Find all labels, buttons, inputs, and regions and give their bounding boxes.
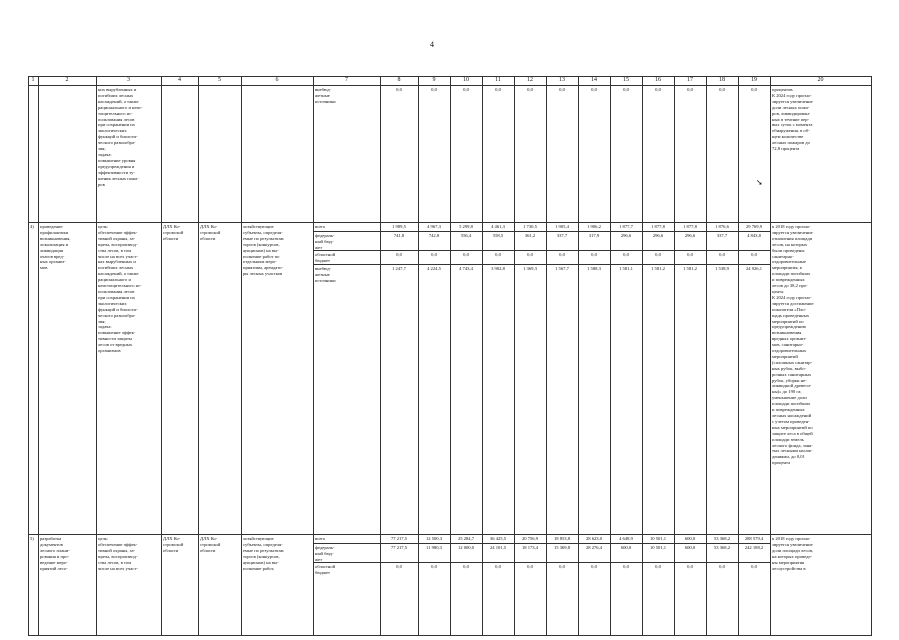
amount-cell: 1 581,2 (651, 266, 665, 271)
amount-cell: 11 980,3 (426, 545, 442, 550)
column-number: 17 (687, 77, 693, 83)
amount-cell: 0,0 (687, 252, 693, 257)
amount-cell: 4 224,5 (427, 266, 441, 271)
amount-cell: 0,0 (396, 564, 402, 569)
amount-cell: 1 538,9 (715, 266, 729, 271)
amount-cell: 1 567,7 (555, 266, 569, 271)
arrow-mark: ➘ (756, 178, 763, 187)
amount-cell: 317,9 (588, 233, 600, 238)
amount-cell: 20 756,9 (521, 536, 539, 541)
amount-cell: 0,0 (719, 87, 725, 92)
amount-cell: 600,0 (620, 545, 632, 550)
amount-cell: 1 906,2 (587, 224, 601, 229)
column-border (578, 76, 579, 636)
source-border (313, 250, 770, 251)
column-number: 6 (275, 77, 279, 83)
row-number: 5) (30, 536, 34, 541)
event-cell (40, 87, 95, 221)
amount-cell: 77 217,5 (390, 536, 408, 541)
source-border (313, 231, 770, 232)
amount-cell: 0,0 (591, 564, 597, 569)
amount-cell: 1 876,6 (715, 224, 729, 229)
amount-cell: 4 843,8 (747, 233, 761, 238)
event-cell: разработка документов лесного плани- рования и про- ведение меро- приятий лесо- (40, 536, 70, 571)
amount-cell: 1 588,3 (587, 266, 601, 271)
amount-cell: 18 173,4 (521, 545, 539, 550)
source-name: областной бюджет (315, 252, 336, 263)
executor-cell: ДЛХ Ко- стромской области (163, 224, 184, 241)
amount-cell: 4 743,4 (459, 266, 473, 271)
column-number: 10 (463, 77, 469, 83)
coexecutor-cell (200, 87, 240, 221)
column-number: 18 (719, 77, 725, 83)
amount-cell: 0,0 (623, 252, 629, 257)
amount-cell: 0,0 (751, 564, 757, 569)
amount-cell: 10 501,1 (649, 545, 667, 550)
amount-cell: 0,0 (431, 564, 437, 569)
column-border (642, 76, 643, 636)
amount-cell: 1 581,1 (619, 266, 633, 271)
amount-cell: 0,0 (396, 87, 402, 92)
amount-cell: 0,0 (591, 87, 597, 92)
page-number: 4 (430, 40, 434, 49)
amount-cell: 296,6 (684, 233, 696, 238)
amount-cell: 0,0 (655, 87, 661, 92)
amount-cell: 337,7 (716, 233, 728, 238)
amount-cell: 0,0 (463, 252, 469, 257)
column-number: 8 (397, 77, 401, 83)
amount-cell: 0,0 (751, 252, 757, 257)
amount-cell: 36 425,5 (489, 536, 507, 541)
amount-cell: 0,0 (527, 87, 533, 92)
amount-cell: 0,0 (687, 87, 693, 92)
amount-cell: 361,2 (524, 233, 536, 238)
amount-cell: 0,0 (591, 252, 597, 257)
column-number: 16 (655, 77, 661, 83)
source-name: всего (315, 224, 326, 229)
amount-cell: 25 284,7 (457, 536, 475, 541)
amount-cell: 0,0 (463, 564, 469, 569)
amount-cell: 0,0 (559, 87, 565, 92)
amount-cell: 0,0 (655, 564, 661, 569)
coexecutor-cell: ДЛХ Ко- стромской области (200, 536, 221, 553)
source-name: федераль- ный бюд- жет (315, 233, 335, 250)
column-number: 12 (527, 77, 533, 83)
column-number: 11 (495, 77, 501, 83)
participants-cell: хозяйствующие субъекты, определя- емые по результатам торгов (конкурсов, аукционов) на вы- полнение работ по отдельным меро- приятиям, арендато- ры лесных участков (243, 224, 284, 277)
amount-cell: 0,0 (559, 252, 565, 257)
row-border (28, 85, 872, 86)
amount-cell: 0,0 (559, 564, 565, 569)
amount-cell: 337,7 (556, 233, 568, 238)
source-name: всего (315, 536, 326, 541)
amount-cell: 1 877,7 (619, 224, 633, 229)
executor-cell: ДЛХ Ко- стромской области (163, 536, 184, 553)
column-border (482, 76, 483, 636)
amount-cell: 1 247,7 (392, 266, 406, 271)
amount-cell: 0,0 (495, 252, 501, 257)
amount-cell: 288 579,4 (744, 536, 764, 541)
amount-cell: 1 989,5 (392, 224, 406, 229)
column-border (610, 76, 611, 636)
amount-cell: 0,0 (687, 564, 693, 569)
amount-cell: 53 368,2 (713, 536, 731, 541)
column-border (28, 76, 29, 636)
column-number: 7 (345, 77, 348, 83)
source-border (313, 562, 770, 563)
amount-cell: 0,0 (431, 87, 437, 92)
column-number: 1 (31, 77, 35, 83)
column-border (380, 76, 381, 636)
column-border (313, 76, 314, 636)
column-border (38, 76, 39, 636)
amount-cell: 15 369,8 (553, 545, 571, 550)
amount-cell: 600,0 (684, 536, 696, 541)
source-border (313, 264, 770, 265)
amount-cell: 29 769,9 (745, 224, 763, 229)
amount-cell: 556,4 (460, 233, 472, 238)
amount-cell: 296,6 (652, 233, 664, 238)
column-number: 14 (591, 77, 597, 83)
source-name: областной бюджет (315, 564, 336, 575)
amount-cell: 0,0 (623, 564, 629, 569)
amount-cell: 18 853,8 (553, 536, 571, 541)
amount-cell: 741,8 (393, 233, 405, 238)
result-cell: к 2018 году прогно- зируется увеличение доли площади лесов, на которых проведе- ны мероприятия лесоустройства в (772, 536, 814, 571)
amount-cell: 1 877,8 (683, 224, 697, 229)
column-number: 9 (432, 77, 436, 83)
column-border (241, 76, 242, 636)
amount-cell: 1 730,5 (523, 224, 537, 229)
amount-cell: 1 877,8 (651, 224, 665, 229)
column-border (674, 76, 675, 636)
amount-cell: 24 926,1 (745, 266, 763, 271)
row-number (30, 87, 37, 221)
column-border (198, 76, 199, 636)
column-border (418, 76, 419, 636)
amount-cell: 558,5 (492, 233, 504, 238)
amount-cell: 296,6 (620, 233, 632, 238)
column-number: 4 (178, 77, 181, 83)
column-border (706, 76, 707, 636)
column-border (161, 76, 162, 636)
amount-cell: 3 902,8 (491, 266, 505, 271)
participants-cell: хозяйствующие субъекты, определя- емые по результатам торгов (конкурсов, аукционов) на вы- полнение работ, (243, 536, 284, 571)
amount-cell: 28 276,4 (585, 545, 603, 550)
amount-cell: 242 188,2 (744, 545, 764, 550)
column-number: 5 (218, 77, 221, 83)
column-border (738, 76, 739, 636)
row-border (28, 534, 872, 535)
column-number: 15 (623, 77, 629, 83)
amount-cell: 4 461,3 (491, 224, 505, 229)
goal-cell: цель: обеспечение эффек- тивной охраны, за- щиты, воспроизвод- ства лесов, в том числе на всех участ- (98, 536, 138, 571)
amount-cell: 1 369,3 (523, 266, 537, 271)
amount-cell: 0,0 (623, 87, 629, 92)
column-number: 3 (127, 77, 130, 83)
row-border (28, 222, 872, 223)
source-name: федераль- ный бюд- жет (315, 545, 335, 562)
amount-cell: 0,0 (463, 87, 469, 92)
column-number: 13 (559, 77, 565, 83)
program-table (28, 76, 872, 636)
column-number: 19 (751, 77, 757, 83)
amount-cell: 5 299,8 (459, 224, 473, 229)
amount-cell: 12 500,3 (425, 536, 443, 541)
column-border (96, 76, 97, 636)
amount-cell: 0,0 (719, 564, 725, 569)
row-number: 4) (30, 224, 34, 229)
column-border (514, 76, 515, 636)
amount-cell: 10 501,1 (649, 536, 667, 541)
column-border (770, 76, 771, 636)
source-name: внебюд- жетные источники (315, 87, 336, 104)
amount-cell: 12 000,0 (457, 545, 475, 550)
amount-cell: 77 217,5 (390, 545, 408, 550)
amount-cell: 0,0 (527, 564, 533, 569)
source-border (313, 543, 770, 544)
amount-cell: 742,8 (428, 233, 440, 238)
amount-cell: 4 648,9 (619, 536, 633, 541)
amount-cell: 24 101,5 (489, 545, 507, 550)
amount-cell: 0,0 (655, 252, 661, 257)
amount-cell: 1 905,4 (555, 224, 569, 229)
amount-cell: 0,0 (495, 87, 501, 92)
goal-cell: ких вырубленных и погибших лесных насаждений, а также рационального и неис- тощительного ис- пользования лесов при сохранении их экологических функций и биологи- ческого разнообра- зия; задача: повышение уровня предупреждения и эффективности ту- шения лесных пожа- ров (98, 87, 143, 187)
column-border (871, 76, 872, 636)
column-number: 2 (65, 77, 69, 83)
participants-cell (243, 87, 312, 221)
amount-cell: 53 368,2 (713, 545, 731, 550)
amount-cell: 600,0 (684, 545, 696, 550)
amount-cell: 1 581,2 (683, 266, 697, 271)
amount-cell: 0,0 (527, 252, 533, 257)
column-border (546, 76, 547, 636)
amount-cell: 4 967,3 (427, 224, 441, 229)
column-border (450, 76, 451, 636)
amount-cell: 0,0 (719, 252, 725, 257)
column-number: 20 (817, 77, 824, 83)
result-cell: процентов. К 2024 году прогно- зируется увеличение доли лесных пожа- ров, ликвидирован- ных в течение пер- вых суток с момента обнаружения, в об- щем количестве лесных пожаров до 72,8 процента (772, 87, 813, 152)
amount-cell: 0,0 (495, 564, 501, 569)
goal-cell: цель: обеспечение эффек- тивной охраны, за- щиты, воспроизвод- ства лесов, в том числе на всех участ- ках вырубленных и погибших лесных насаждений, а также рационального и неистощительного ис- пользования лесов при сохранении их экологических функций и биологи- ческого разнообра- зия; задача: повышение эффек- тивности защиты лесов от вредных организмов (98, 224, 142, 354)
event-cell: проведение профилактики возникновения, локализация и ликвидация очагов вред- ных организ- мов (40, 224, 71, 271)
source-name: внебюд- жетные источники (315, 266, 336, 283)
result-cell: к 2018 году прогно- зируется увеличение отношения площади лесов, на которых были проведены санитарно- оздоровительные мероприятия, к площади погибших и поврежденных лесов до 38,2 про- цента. К 2024 году прогно- зируется достижение показателя «Пло- щадь проведенных мероприятий по предупреждению возникновения вредных организ- мов, санитарно- оздоровительных мероприятий (сплошных санитар- ных рубок, выбо- рочных санитарных рубок, уборки не- ликвидной древеси- ны)» до 190 га; уменьшение доли площади погибших и поврежденных лесных насаждений с учетом проведен- ных мероприятий по защите леса в общей площади земель лесного фонда, заня- тых лесными насаж- дениями, до 0,01 процента (772, 224, 814, 466)
row-border (28, 635, 872, 636)
amount-cell: 28 623,0 (585, 536, 603, 541)
amount-cell: 0,0 (396, 252, 402, 257)
coexecutor-cell: ДЛХ Ко- стромской области (200, 224, 221, 241)
amount-cell: 0,0 (751, 87, 757, 92)
executor-cell (163, 87, 197, 221)
amount-cell: 0,0 (431, 252, 437, 257)
